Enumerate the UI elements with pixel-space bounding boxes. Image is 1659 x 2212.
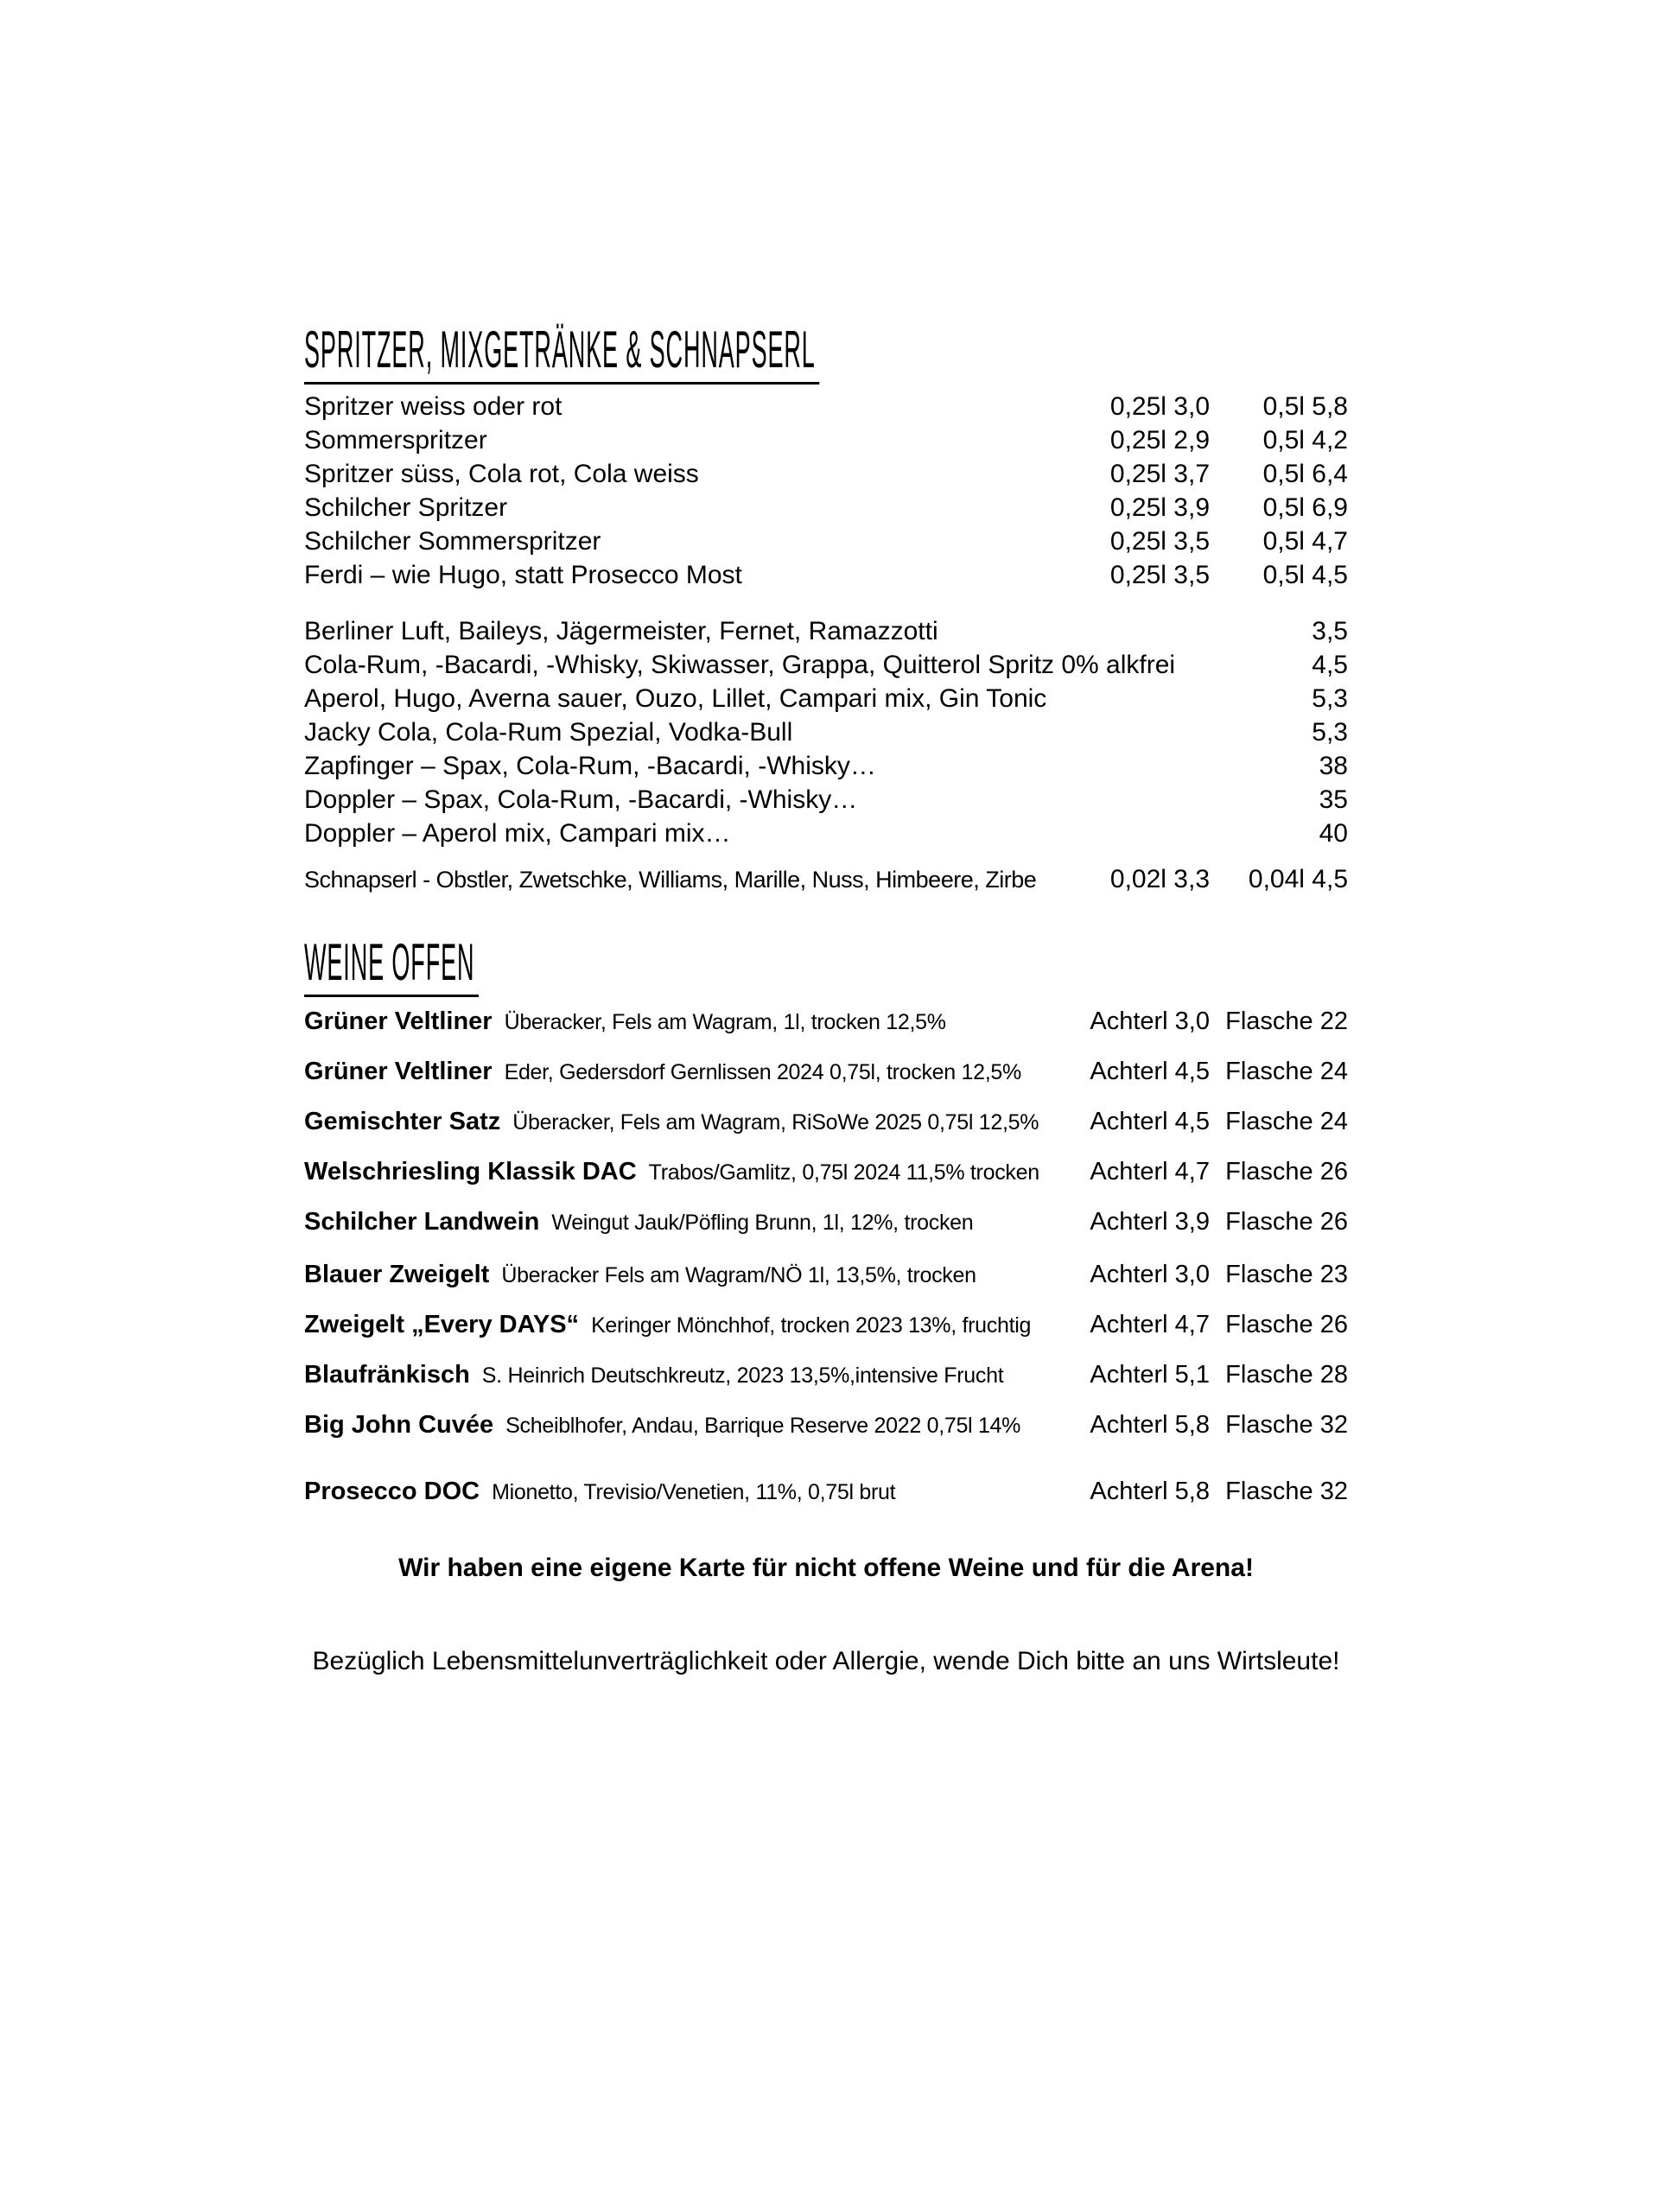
wine-achterl-price: Achterl 3,0 (1090, 1007, 1210, 1035)
item-name: Zapfinger – Spax, Cola-Rum, -Bacardi, -Whisky… (304, 752, 876, 780)
price-large-volume: 0,5l 6,4 (1262, 460, 1348, 488)
wine-flasche-price: Flasche 26 (1225, 1158, 1348, 1185)
price-small-volume: 0,25l 3,5 (1109, 561, 1210, 589)
mixdrinks-single-price-list (304, 614, 1348, 850)
wine-details: Trabos/Gamlitz, 0,75l 2024 11,5% trocken (648, 1160, 1039, 1185)
note-allergy: Bezüglich Lebensmittelunverträglichkeit oder Allergie, wende Dich bitte an uns Wirtsleute! (312, 1647, 1340, 1675)
wine-row (304, 1004, 1348, 1039)
wine-achterl-price: Achterl 4,7 (1090, 1311, 1210, 1338)
item-name: Schilcher Sommerspritzer (304, 527, 601, 556)
wine-description (304, 1205, 1084, 1240)
menu-row (304, 783, 1348, 817)
item-name: Schnapserl - Obstler, Zwetschke, Williams, Marille, Nuss, Himbeere, Zirbe (304, 867, 1037, 893)
price-large-volume: 0,5l 4,2 (1262, 426, 1348, 454)
wine-row (304, 1104, 1348, 1140)
wine-list-whites (304, 1004, 1348, 1190)
wine-details: Eder, Gedersdorf Gernlissen 2024 0,75l, trocken 12,5% (504, 1060, 1021, 1084)
price-small-volume: 0,25l 3,9 (1109, 493, 1210, 522)
menu-row (304, 457, 1348, 491)
wine-description (304, 1357, 1084, 1393)
menu-row (304, 524, 1348, 558)
wine-details: Mionetto, Trevisio/Venetien, 11%, 0,75l brut (492, 1480, 896, 1504)
item-name: Berliner Luft, Baileys, Jägermeister, Fernet, Ramazzotti (304, 617, 938, 645)
wine-achterl-price: Achterl 3,9 (1090, 1208, 1210, 1236)
wine-flasche-price: Flasche 26 (1225, 1208, 1348, 1236)
item-name: Cola-Rum, -Bacardi, -Whisky, Skiwasser, Grappa, Quitterol Spritz 0% alkfrei (304, 651, 1176, 679)
price: 3,5 (1312, 617, 1348, 645)
item-name: Sommerspritzer (304, 426, 487, 454)
wine-details: Weingut Jauk/Pöfling Brunn, 1l, 12%, trocken (551, 1211, 974, 1235)
menu-row (304, 423, 1348, 457)
wine-name: Gemischter Satz (304, 1108, 501, 1135)
wine-description (304, 1104, 1084, 1140)
wine-section-title: WEINE OFFEN (304, 937, 479, 997)
price: 35 (1319, 785, 1348, 814)
wine-description (304, 1004, 1084, 1039)
wine-section-heading (304, 933, 1348, 997)
price-small-volume: 0,25l 3,7 (1109, 460, 1210, 488)
wine-name: Grüner Veltliner (304, 1058, 493, 1085)
wine-details: Überacker Fels am Wagram/NÖ 1l, 13,5%, trocken (501, 1263, 976, 1287)
wine-achterl-price: Achterl 5,8 (1090, 1411, 1210, 1439)
item-name: Jacky Cola, Cola-Rum Spezial, Vodka-Bull (304, 718, 793, 747)
schnapserl-row (304, 862, 1348, 897)
wine-list-reds (304, 1257, 1348, 1443)
price: 5,3 (1312, 718, 1348, 747)
spritzer-double-price-list (304, 390, 1348, 592)
wine-row (304, 1257, 1348, 1293)
price-small-volume: 0,25l 3,5 (1109, 527, 1210, 556)
wine-flasche-price: Flasche 22 (1225, 1007, 1348, 1035)
wine-achterl-price: Achterl 4,5 (1090, 1108, 1210, 1135)
menu-row (304, 558, 1348, 592)
price: 38 (1319, 752, 1348, 780)
menu-row (304, 614, 1348, 648)
wine-achterl-price: Achterl 5,1 (1090, 1361, 1210, 1389)
wine-row (304, 1474, 1348, 1510)
wine-details: Überacker, Fels am Wagram, 1l, trocken 12,5% (504, 1010, 946, 1034)
wine-row (304, 1408, 1348, 1443)
price: 5,3 (1312, 684, 1348, 713)
price-small-volume: 0,25l 3,0 (1109, 392, 1210, 421)
wine-row (304, 1357, 1348, 1393)
wine-list-sparkling (304, 1474, 1348, 1510)
price: 40 (1319, 819, 1348, 848)
wine-name: Prosecco DOC (304, 1478, 480, 1505)
wine-details: Keringer Mönchhof, trocken 2023 13%, fruchtig (591, 1313, 1032, 1338)
item-name: Ferdi – wie Hugo, statt Prosecco Most (304, 561, 742, 589)
price: 4,5 (1312, 651, 1348, 679)
wine-achterl-price: Achterl 3,0 (1090, 1261, 1210, 1288)
wine-flasche-price: Flasche 28 (1225, 1361, 1348, 1389)
wine-list-schilcher (304, 1205, 1348, 1240)
item-name: Spritzer süss, Cola rot, Cola weiss (304, 460, 699, 488)
wine-flasche-price: Flasche 26 (1225, 1311, 1348, 1338)
wine-flasche-price: Flasche 24 (1225, 1058, 1348, 1085)
menu-content (304, 0, 1348, 1679)
menu-row (304, 682, 1348, 715)
wine-name: Big John Cuvée (304, 1411, 494, 1439)
menu-row (304, 390, 1348, 423)
wine-description (304, 1257, 1084, 1293)
wine-row (304, 1054, 1348, 1090)
wine-details: Scheiblhofer, Andau, Barrique Reserve 2022 0,75l 14% (505, 1414, 1021, 1438)
item-name: Schilcher Spritzer (304, 493, 508, 522)
wine-row (304, 1205, 1348, 1240)
price-small-volume: 0,25l 2,9 (1109, 426, 1210, 454)
wine-name: Schilcher Landwein (304, 1208, 540, 1236)
wine-flasche-price: Flasche 24 (1225, 1108, 1348, 1135)
wine-achterl-price: Achterl 4,5 (1090, 1058, 1210, 1085)
price-large-volume: 0,5l 6,9 (1262, 493, 1348, 522)
wine-flasche-price: Flasche 32 (1225, 1478, 1348, 1505)
wine-description (304, 1474, 1084, 1510)
price-large-volume: 0,5l 4,7 (1262, 527, 1348, 556)
price-large-volume: 0,5l 5,8 (1262, 392, 1348, 421)
item-name: Spritzer weiss oder rot (304, 392, 563, 421)
wine-name: Blauer Zweigelt (304, 1261, 490, 1288)
item-name: Doppler – Spax, Cola-Rum, -Bacardi, -Whisky… (304, 785, 858, 814)
menu-row (304, 491, 1348, 524)
wine-name: Blaufränkisch (304, 1361, 470, 1389)
wine-name: Grüner Veltliner (304, 1007, 493, 1035)
menu-row (304, 817, 1348, 850)
spritzer-section-heading (304, 321, 1348, 385)
menu-row (304, 749, 1348, 783)
wine-achterl-price: Achterl 4,7 (1090, 1158, 1210, 1185)
menu-row (304, 648, 1348, 682)
wine-row (304, 1307, 1348, 1343)
wine-description (304, 1307, 1084, 1343)
wine-name: Zweigelt „Every DAYS“ (304, 1311, 580, 1338)
wine-description (304, 1154, 1084, 1190)
item-name: Aperol, Hugo, Averna sauer, Ouzo, Lillet, Campari mix, Gin Tonic (304, 684, 1047, 713)
spritzer-section-title: SPRITZER, MIXGETRÄNKE & SCHNAPSERL (304, 324, 819, 385)
price-large-volume: 0,5l 4,5 (1262, 561, 1348, 589)
wine-description (304, 1408, 1084, 1443)
wine-flasche-price: Flasche 32 (1225, 1411, 1348, 1439)
wine-name: Welschriesling Klassik DAC (304, 1158, 637, 1185)
price-large-volume: 0,04l 4,5 (1248, 865, 1348, 893)
note-wine-card: Wir haben eine eigene Karte für nicht offene Weine und für die Arena! (398, 1554, 1254, 1582)
wine-row (304, 1154, 1348, 1190)
menu-row (304, 715, 1348, 749)
wine-details: Überacker, Fels am Wagram, RiSoWe 2025 0,75l 12,5% (512, 1110, 1039, 1135)
wine-details: S. Heinrich Deutschkreutz, 2023 13,5%,intensive Frucht (481, 1363, 1004, 1388)
price-small-volume: 0,02l 3,3 (1109, 865, 1210, 893)
wine-achterl-price: Achterl 5,8 (1090, 1478, 1210, 1505)
wine-description (304, 1054, 1084, 1090)
item-name: Doppler – Aperol mix, Campari mix… (304, 819, 731, 848)
wine-flasche-price: Flasche 23 (1225, 1261, 1348, 1288)
